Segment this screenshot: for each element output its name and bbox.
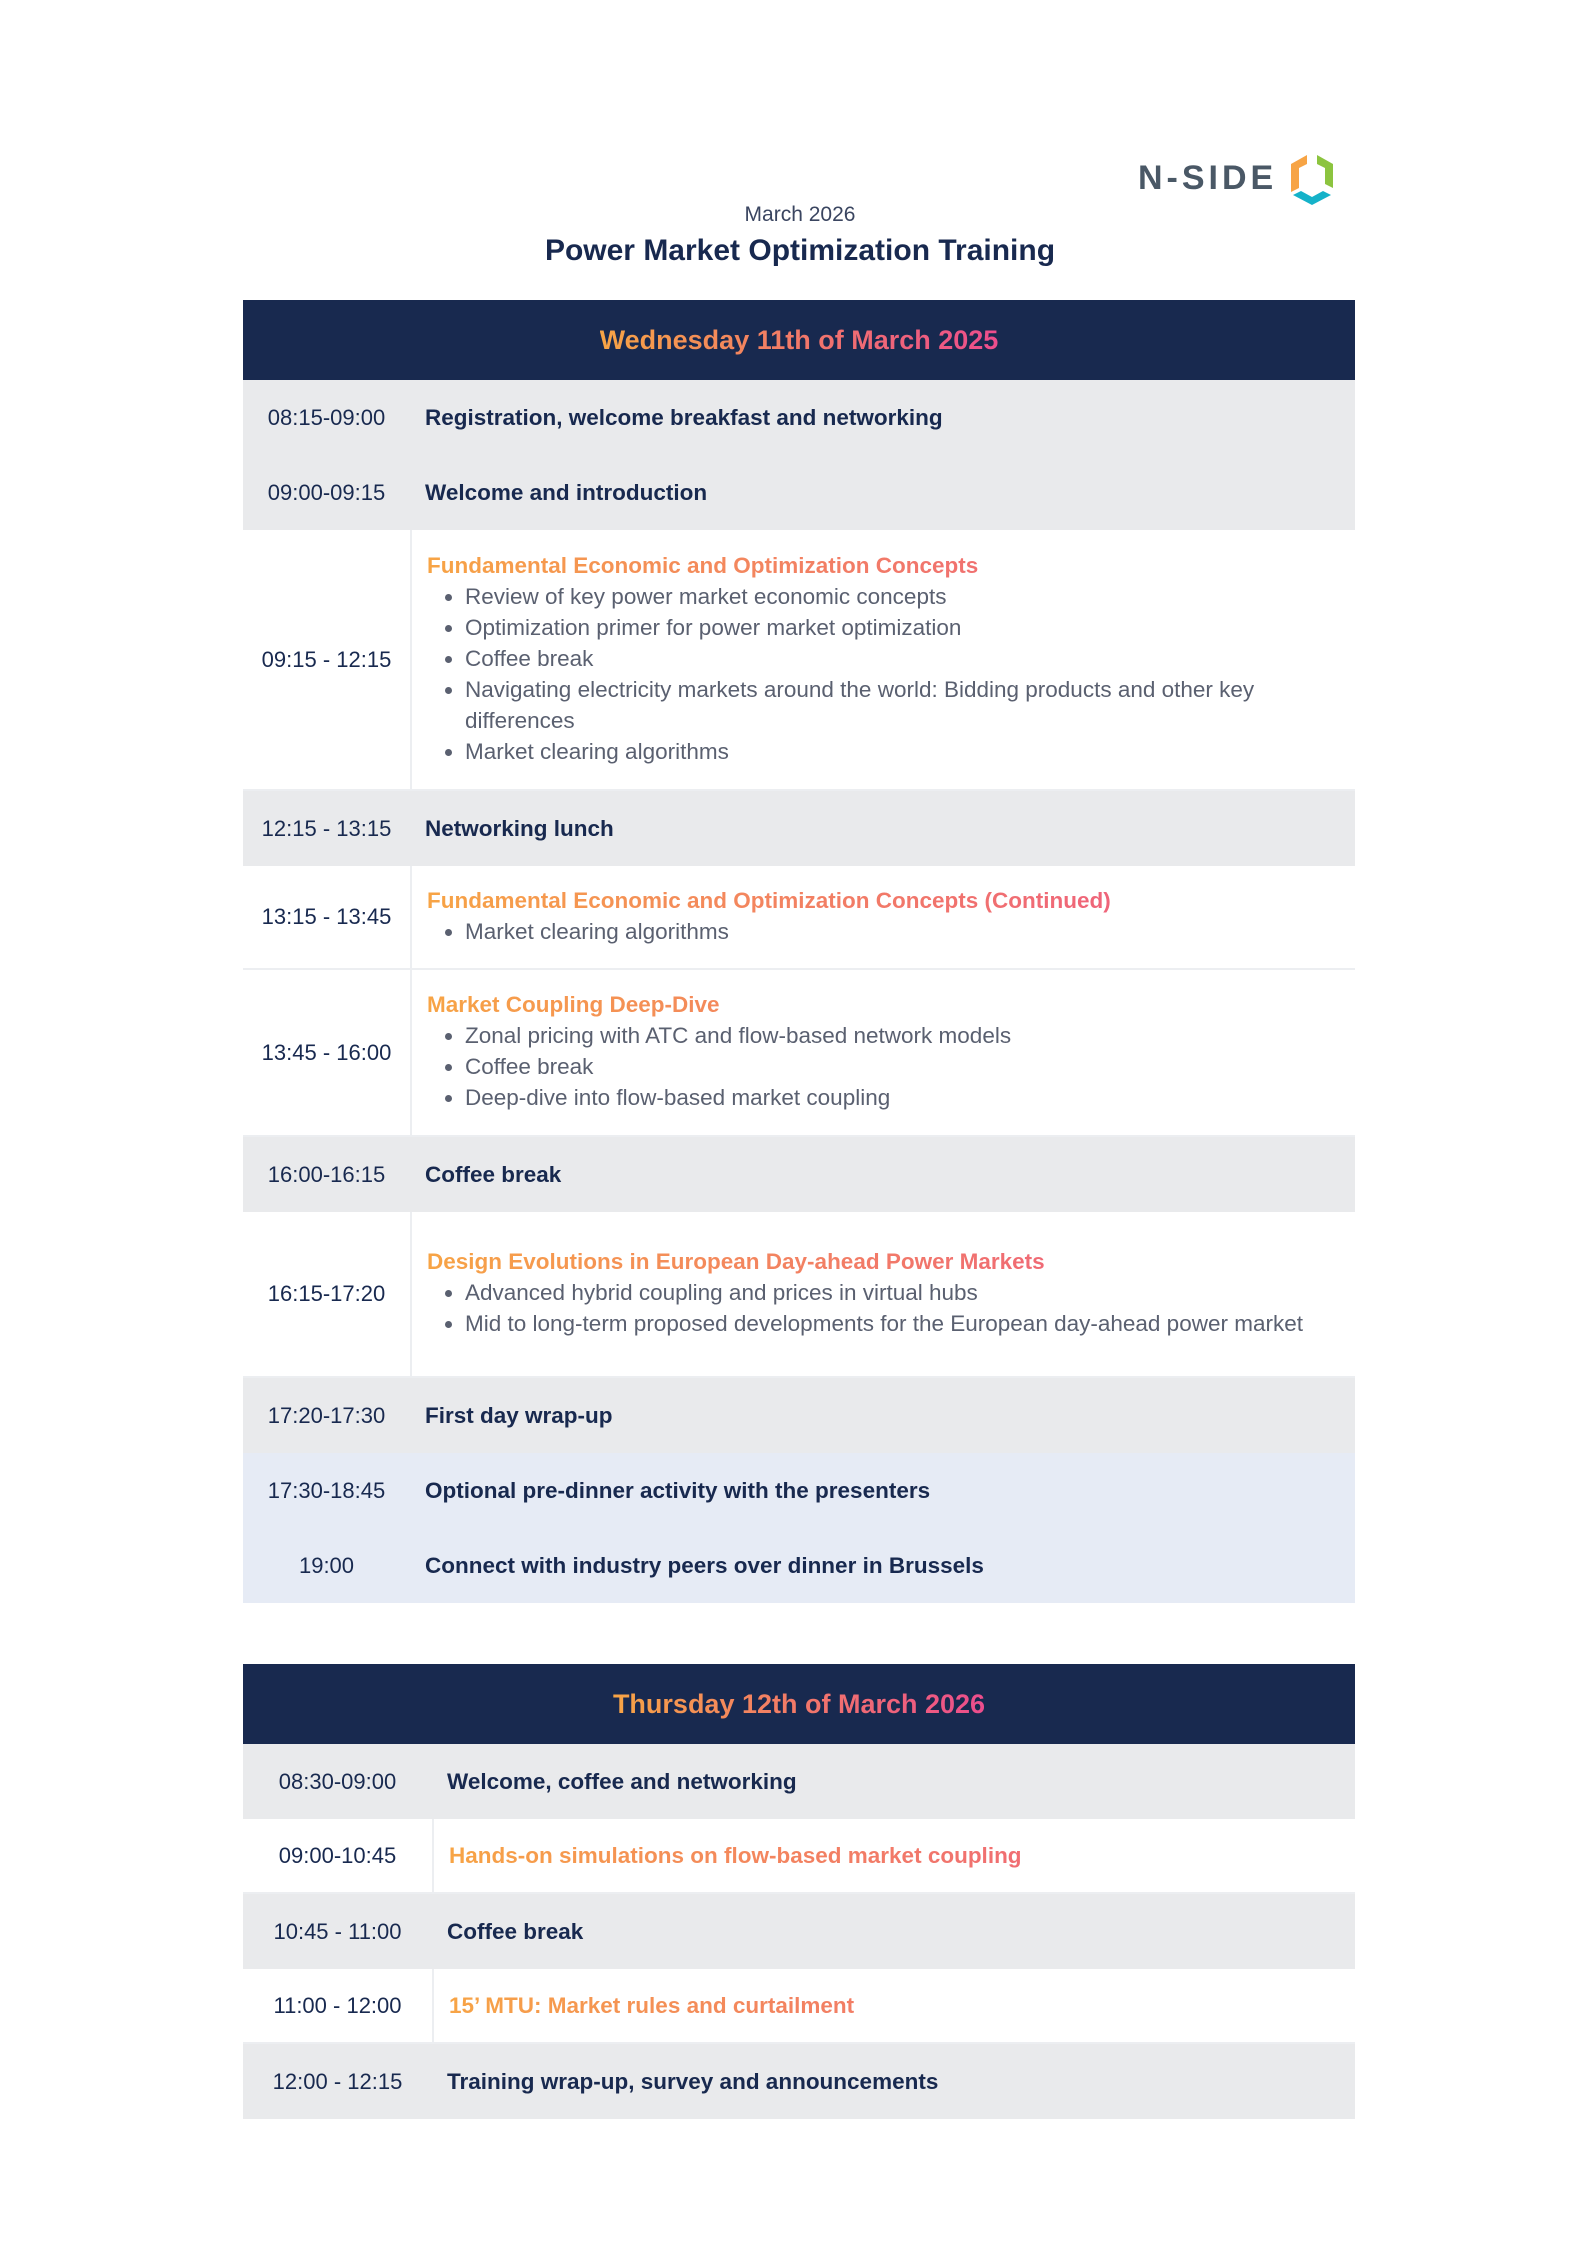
hexagon-logo-icon <box>1287 150 1337 206</box>
session <box>410 380 1355 455</box>
session <box>434 1819 1355 1892</box>
topic-item: • Advanced hybrid coupling and prices in virtual hubs <box>465 1277 1355 1308</box>
topic-item: • Optimization primer for power market optimization <box>465 612 1355 643</box>
day-title: Wednesday 11th of March 2025 <box>599 324 999 355</box>
session-title: First day wrap-up <box>425 1402 613 1428</box>
session-topics <box>427 916 1355 947</box>
time-slot: 09:15 - 12:15 <box>243 530 412 789</box>
day-title: Thursday 12th of March 2026 <box>612 1688 986 1719</box>
schedule-row <box>243 1819 1355 1894</box>
schedule-row <box>243 1744 1355 1819</box>
time-slot: 16:15-17:20 <box>243 1212 412 1376</box>
topic-item: • Coffee break <box>465 643 1355 674</box>
session-title: Networking lunch <box>425 815 614 841</box>
session-title: Connect with industry peers over dinner in Brussels <box>425 1552 984 1578</box>
schedule-row <box>243 970 1355 1137</box>
session <box>410 791 1355 866</box>
session-title: Hands-on simulations on flow-based market coupling <box>449 1843 1355 1869</box>
day-1-schedule <box>243 300 1355 1603</box>
day-header <box>243 300 1355 380</box>
schedule-row <box>243 380 1355 455</box>
event-month: March 2026 <box>744 203 856 226</box>
time-slot: 17:20-17:30 <box>267 1402 386 1428</box>
session <box>410 1137 1355 1212</box>
schedule-row <box>243 791 1355 866</box>
page-title: Power Market Optimization Training <box>544 234 1056 267</box>
topic-item: • Zonal pricing with ATC and flow-based network models <box>465 1020 1355 1051</box>
session-topics <box>427 581 1355 767</box>
topic-item: • Navigating electricity markets around the world: Bidding products and other key differences <box>465 674 1355 736</box>
time-slot: 17:30-18:45 <box>267 1477 386 1503</box>
session <box>410 1378 1355 1453</box>
time-slot: 16:00-16:15 <box>267 1161 386 1187</box>
schedule-row <box>243 530 1355 791</box>
time-slot: 19:00 <box>298 1552 355 1578</box>
topic-item: • Review of key power market economic concepts <box>465 581 1355 612</box>
time-slot: 10:45 - 11:00 <box>273 1918 402 1944</box>
session-topics <box>427 1277 1355 1339</box>
session-title: Welcome, coffee and networking <box>447 1768 797 1794</box>
schedule-row <box>243 1528 1355 1603</box>
session <box>412 970 1355 1135</box>
day-2-schedule <box>243 1664 1355 2119</box>
time-slot: 11:00 - 12:00 <box>243 1969 434 2042</box>
time-slot: 12:15 - 13:15 <box>261 815 392 841</box>
session-title: 15’ MTU: Market rules and curtailment <box>449 1993 1355 2019</box>
session <box>410 455 1355 530</box>
session-title: Registration, welcome breakfast and networking <box>425 404 943 430</box>
topic-item: • Market clearing algorithms <box>465 736 1355 767</box>
schedule-row <box>243 2044 1355 2119</box>
time-slot: 08:15-09:00 <box>267 404 386 430</box>
logo-text: N-SIDE <box>1138 158 1278 197</box>
session <box>410 1528 1355 1603</box>
session <box>432 2044 1355 2119</box>
session-title: Welcome and introduction <box>425 479 708 505</box>
n-side-logo <box>1138 150 1337 206</box>
session-title: Coffee break <box>447 1918 584 1944</box>
session <box>434 1969 1355 2042</box>
schedule-row <box>243 1137 1355 1212</box>
session-topics <box>427 1020 1355 1113</box>
topic-item: • Mid to long-term proposed developments for the European day-ahead power market <box>465 1308 1355 1339</box>
session <box>410 1453 1355 1528</box>
schedule-row <box>243 1453 1355 1528</box>
schedule-row <box>243 1894 1355 1969</box>
schedule-row <box>243 866 1355 970</box>
schedule-row <box>243 1212 1355 1378</box>
time-slot: 13:45 - 16:00 <box>243 970 412 1135</box>
session-title: Fundamental Economic and Optimization Concepts (Continued) <box>427 888 1355 914</box>
session-title: Market Coupling Deep-Dive <box>427 992 1355 1018</box>
day-header <box>243 1664 1355 1744</box>
time-slot: 09:00-10:45 <box>243 1819 434 1892</box>
time-slot: 08:30-09:00 <box>278 1768 397 1794</box>
session-title: Design Evolutions in European Day-ahead Power Markets <box>427 1249 1355 1275</box>
session <box>432 1894 1355 1969</box>
schedule-row <box>243 1378 1355 1453</box>
session <box>412 530 1355 789</box>
schedule-row <box>243 1969 1355 2044</box>
topic-item: • Market clearing algorithms <box>465 916 1355 947</box>
session-title: Fundamental Economic and Optimization Concepts <box>427 553 1355 579</box>
time-slot: 12:00 - 12:15 <box>272 2068 403 2094</box>
topic-item: • Coffee break <box>465 1051 1355 1082</box>
session-title: Training wrap-up, survey and announcements <box>447 2068 939 2094</box>
time-slot: 09:00-09:15 <box>267 479 386 505</box>
session <box>412 1212 1355 1376</box>
session <box>412 866 1355 968</box>
schedule-row <box>243 455 1355 530</box>
time-slot: 13:15 - 13:45 <box>243 866 412 968</box>
session <box>432 1744 1355 1819</box>
session-title: Optional pre-dinner activity with the presenters <box>425 1477 931 1503</box>
topic-item: • Deep-dive into flow-based market coupling <box>465 1082 1355 1113</box>
session-title: Coffee break <box>425 1161 562 1187</box>
